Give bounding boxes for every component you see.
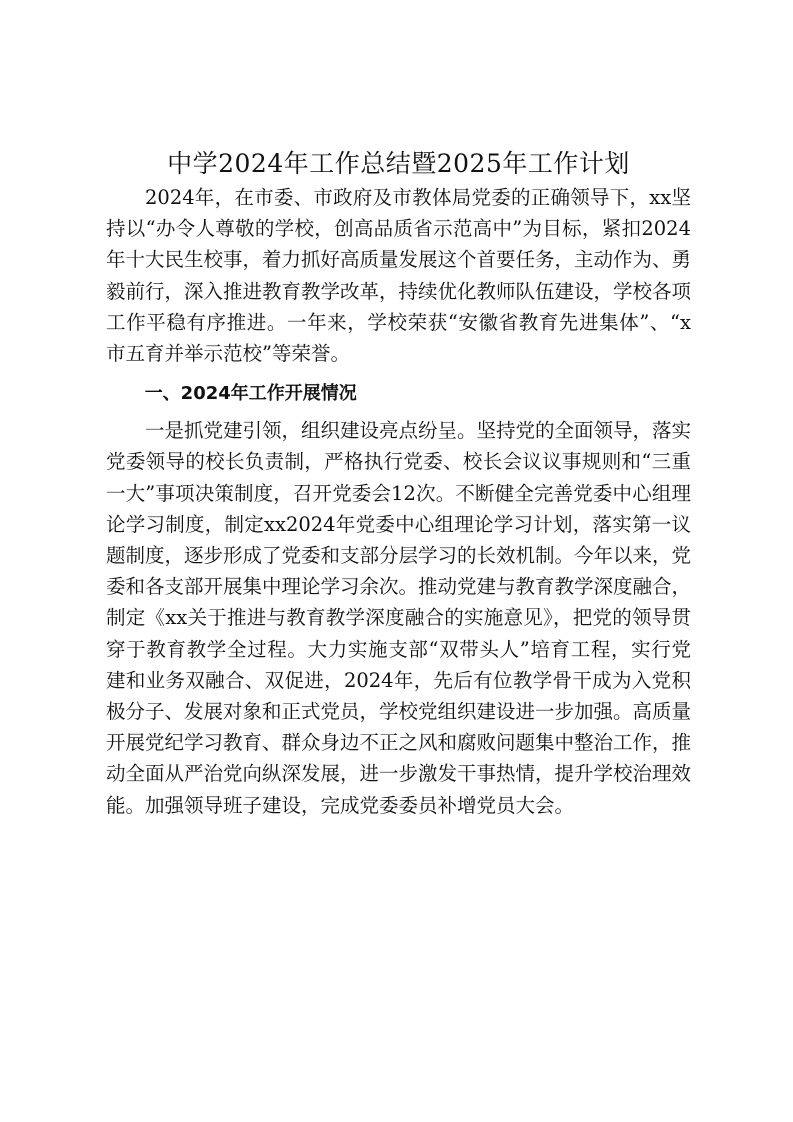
document-body xyxy=(106,146,691,821)
section-paragraph: 一是抓党建引领，组织建设亮点纷呈。坚持党的全面领导，落实党委领导的校长负责制，严格执行党委、校长会议议事规则和“三重一大”事项决策制度，召开党委会12次。不断健全完善党委中心组理论学习制度，制定xx2024年党委中心组理论学习计划，落实第一议题制度，逐步形成了党委和支部分层学习的长效机制。今年以来，党委和各支部开展集中理论学习余次。推动党建与教育教学深度融合，制定《xx关于推进与教育教学深度融合的实施意见》，把党的领导贯穿于教育教学全过程。大力实施支部“双带头人”培育工程，实行党建和业务双融合、双促进，2024年，先后有位教学骨干成为入党积极分子、发展对象和正式党员，学校党组织建设进一步加强。高质量开展党纪学习教育、群众身边不正之风和腐败问题集中整治工作，推动全面从严治党向纵深发展，进一步激发干事热情，提升学校治理效能。加强领导班子建设，完成党委委员补增党员大会。 xyxy=(106,419,692,817)
intro-paragraph: 2024年，在市委、市政府及市教体局党委的正确领导下，xx坚持以“办令人尊敬的学校，创高品质省示范高中”为目标，紧扣2024年十大民生校事，着力抓好高质量发展这个首要任务，主动作为、勇毅前行，深入推进教育教学改革，持续优化教师队伍建设，学校各项工作平稳有序推进。一年来，学校荣获“安徽省教育先进集体”、“x市五育并举示范校”等荣誉。 xyxy=(106,186,692,366)
document-title: 中学2024年工作总结暨2025年工作计划 xyxy=(167,149,630,178)
section-heading: 一、2024年工作开展情况 xyxy=(144,383,357,405)
